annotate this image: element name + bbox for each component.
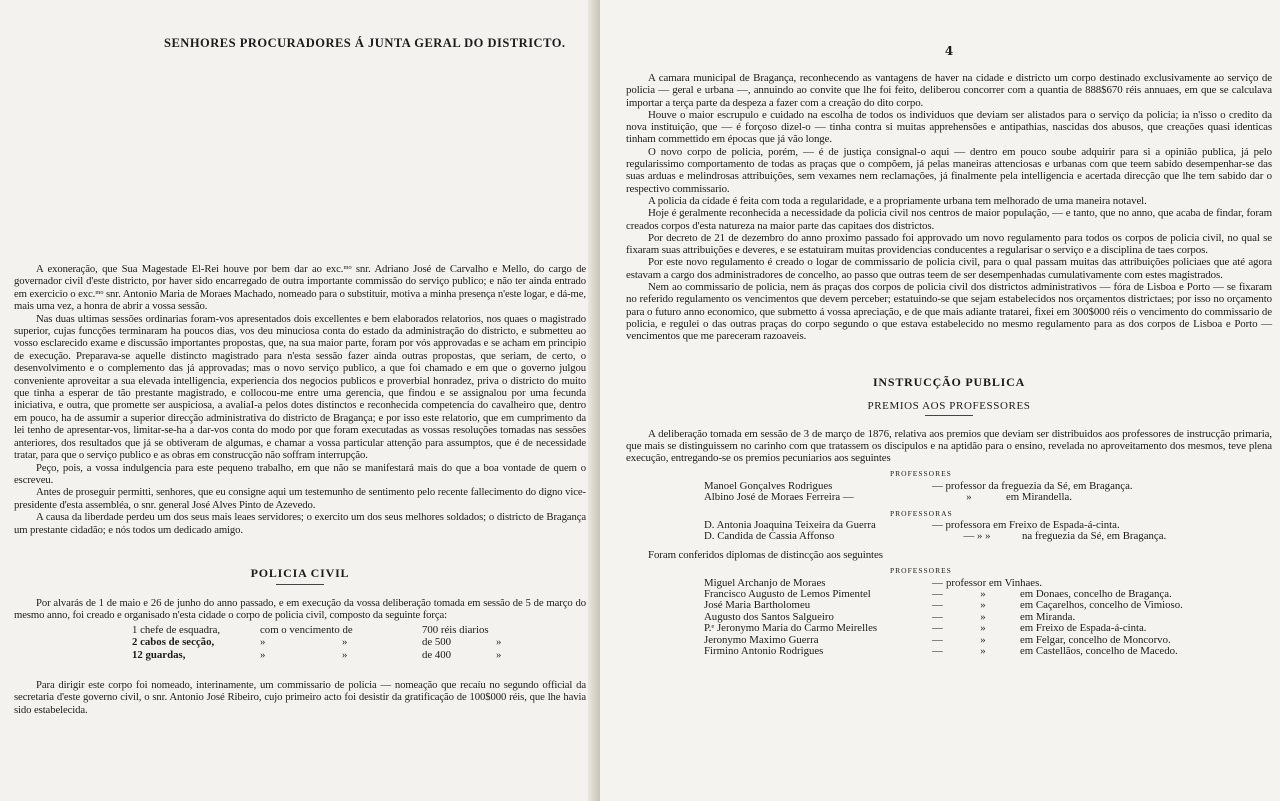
force-amount: 700 réis diarios	[422, 623, 489, 636]
force-row	[132, 624, 586, 636]
teacher-dash: —	[932, 576, 943, 589]
list-item	[704, 531, 1272, 542]
list-item	[704, 646, 1272, 657]
final-paragraph: Para dirigir este corpo foi nomeado, interinamente, um commissario de policia — nomeação que recaíu no segundo official da secretaria d'este governo civil, o snr. Antonio José Ribeiro, cujo primeiro acto foi desistir da gratificação de 100$000 réis, que lhe havia sido estabelecida.	[14, 678, 586, 716]
teacher-name: Augusto dos Santos Salgueiro	[704, 610, 834, 623]
teacher-dash: —	[932, 610, 943, 623]
intro-paragraph-2: Nas duas ultimas sessões ordinarias foram-vos apresentados dois excellentes e bem elaborados relatorios, nos quaes o magistrado superior, cujas funcções terminaram ha poucos dias, vos deu minuciosa conta do estado da administração do districto, e submetteu ao vosso esclarecido exame e discussão importantes propostas, que, na sua maior parte, foram por vós approvadas e se acham em principio de execução. Preparava-se aquelle distincto magistrado para n'esta sessão fazer ainda outras propostas, que seriam, de certo, o desenvolvimento e o complemento das já approvadas; mas o novo serviço publico, a que foi chamado e em que o governo julgou conveniente aproveitar a sua elevada intelligencia, experiencia dos negocios publicos e proverbial honradez, priva o districto do muito que tinha a esperar de tão prestante magistrado, e collocou-me entre uma gerencia, que findou e se assignalou por uma fecunda iniciativa, e outra, que promette ser auspiciosa, a avaliaI-a pelos dotes distinctos e reconhecida competencia do cavalheiro que, dentro em pouco, ha de assumir a superior direcção administrativa do districto de Bragança; e por isso este relatorio, que em cumprimento da lei tenho de apresentar-vos, limitar-se-ha a dar-vos conta do modo por que foram executadas as vossas resoluções tomadas nas sessões anteriores, dos resultados que já se obtiveram de algumas, e chamar a vossa particular attenção para assumptos, que é de necessidade tratar, para que o serviço publico e as obras em construcção não soffram interrupção.	[14, 312, 586, 462]
teacher-place: em Miranda.	[1020, 610, 1076, 623]
teacher-dash: —	[932, 622, 943, 635]
teacher-place: na freguezia da Sé, em Bragança.	[1022, 530, 1167, 543]
teacher-role: »	[980, 622, 986, 635]
force-row	[132, 649, 586, 661]
teacher-name: Jeronymo Maximo Guerra	[704, 633, 819, 646]
force-qty: 1 chefe de esquadra,	[132, 623, 221, 636]
teacher-place: em Caçarelhos, concelho de Vimioso.	[1020, 599, 1183, 612]
section-title-instruccao: INSTRUCÇÃO PUBLICA	[872, 374, 1026, 389]
force-ditto: »	[342, 648, 348, 661]
teacher-name: D. Antonia Joaquina Teixeira da Guerra	[704, 519, 876, 532]
body-paragraph: Hoje é geralmente reconhecida a necessidade da policia civil nos centros de maior população, — e tanto, que no anno, que acaba de findar, foram creados corpos d'esta natureza na maior parte das capitaes dos districtos.	[626, 207, 1272, 232]
spacer	[14, 669, 586, 679]
teacher-name: P.ᵉ Jeronymo Maria do Carmo Meirelles	[704, 622, 878, 635]
teacher-place: em Freixo de Espada-á-cinta.	[1020, 622, 1147, 635]
category-label: PROFESSORES	[890, 566, 952, 576]
force-qty: 12 guardas,	[132, 648, 186, 661]
list-item	[704, 492, 1272, 503]
force-amount: de 400	[422, 648, 452, 661]
sub-title-premios: PREMIOS AOS PROFESSORES	[867, 399, 1031, 412]
teacher-dash: —	[932, 633, 943, 646]
teacher-role: — professor da freguezia da Sé, em Bragança.	[932, 479, 1133, 492]
body-paragraph: Nem ao commissario de policia, nem ás praças dos corpos de policia civil dos districtos administrativos — fóra de Lisboa e Porto — se fixaram no referido regulamento os vencimentos que devem perceber; estatuindo-se que sejam estabelecidos nos orçamentos districtaes; por isso no orçamento para o futuro anno economico, que submetto á vossa apreciação, e de que mais adiante tratarei, fixei em 300$000 réis o vencimento do commissario de policia, e regulei o das outras praças do corpo segundo o que estava estabelecido no mesmo regulamento para as dos corpos de Lisboa e Porto — vencimentos que me pareceram razoaveis.	[626, 281, 1272, 343]
force-qty: 2 cabos de secção,	[132, 636, 215, 649]
category-label: PROFESSORAS	[890, 508, 953, 518]
teacher-role: »	[966, 491, 972, 504]
body-paragraph: Por decreto de 21 de dezembro do anno proximo passado foi approvado um novo regulamento para todos os corpos de policia civil, no qual se fixaram suas attribuições e deveres, e se estatuiram muitas providencias conducentes a regularisar o serviço e a disciplina de taes corpos.	[626, 231, 1272, 257]
premiados-list	[704, 468, 1272, 542]
teacher-name: Manoel Gonçalves Rodrigues	[704, 479, 833, 492]
teacher-name: Miguel Archanjo de Moraes	[704, 576, 826, 589]
teacher-role: »	[980, 645, 986, 657]
section-title-policia: POLICIA CIVIL	[250, 565, 350, 580]
force-ditto: »	[496, 648, 502, 661]
spacer	[14, 585, 586, 597]
teacher-role: »	[980, 587, 986, 600]
page-number: 4	[944, 44, 954, 58]
teacher-name: Firmino Antonio Rodrigues	[704, 645, 824, 657]
intro-paragraph-1: A exoneração, que Sua Magestade El-Rei houve por bem dar ao exc.ᵐᵒ snr. Adriano José de Carvalho e Mello, do cargo de governador civil d'este districto, por haver sido encarregado de outra importante commissão do serviço publico; e não ter ainda entrado em exercicio o exc.ᵐᵒ snr. Antonio Maria de Moraes Machado, nomeado para o substituir, motiva a minha presença n'este logar, e dá-me, mais uma vez, a honra de abrir a vossa sessão.	[14, 263, 586, 313]
spacer	[14, 536, 586, 566]
list-item	[704, 623, 1272, 634]
body-paragraph: Houve o maior escrupulo e cuidado na escolha de todos os individuos que deviam ser alistados para o serviço da policia; ia n'isso o credito da nova instituição, que — é forçoso dizel-o — tinha contra si muitas apprehensões e antipathias, nascidas dos abusos, que creações quasi identicas tinham commettido em épocas que já vão longe.	[626, 108, 1272, 146]
force-ditto: »	[260, 648, 266, 661]
intro-paragraph-3: Peço, pois, a vossa indulgencia para este pequeno trabalho, em que não se manifestará mais do que a boa vontade de quem o escreveu.	[14, 461, 586, 486]
body-paragraph: A policia da cidade é feita com toda a regularidade, e a propriamente urbana tem melhorado de uma maneira notavel.	[648, 194, 1147, 207]
teacher-place: em Castellãos, concelho de Macedo.	[1020, 645, 1178, 657]
left-page	[0, 0, 600, 801]
policia-paragraph: Por alvarás de 1 de maio e 26 de junho do anno passado, e em execução da vossa deliberação tomada em sessão de 5 de março do mesmo anno, foi creado e organisado n'esta cidade o corpo de policia civil, composto da seguinte força:	[14, 596, 586, 622]
teacher-role: »	[980, 633, 986, 646]
force-ditto: »	[342, 636, 348, 649]
teacher-role: »	[980, 610, 986, 623]
teacher-name: José Maria Bartholomeu	[704, 599, 811, 612]
category-label: PROFESSORES	[890, 469, 952, 479]
teacher-role: — » »	[963, 530, 991, 543]
teacher-name: D. Candida de Cassia Affonso	[704, 530, 835, 543]
spacer	[626, 416, 1272, 428]
teacher-place: em Felgar, concelho de Moncorvo.	[1020, 633, 1171, 646]
body-paragraph: Por este novo regulamento é creado o logar de commissario de policia civil, para o qual passam muitas das attribuições policiaes que até agora estavam a cargo dos administradores de concelho, ao passo que outras teem de ser desempenhadas cumulativamente com estes magistrados.	[626, 256, 1272, 281]
diplomas-intro: Foram conferidos diplomas de distincção aos seguintes	[648, 548, 883, 561]
blank-space	[14, 51, 586, 263]
force-desc: com o vencimento de	[260, 623, 353, 636]
body-paragraph: A camara municipal de Bragança, reconhecendo as vantagens de haver na cidade e districto um corpo destinado exclusivamente ao serviço de policia — geral e urbana —, annuindo ao convite que lhe foi feito, deliberou concorrer com a quantia de 888$670 réis annuaes, em que se calculava importar a terça parte da despeza a fazer com a creação do dito corpo.	[626, 72, 1272, 109]
teacher-role: professor em Vinhaes.	[946, 576, 1043, 589]
teacher-place: em Donaes, concelho de Bragança.	[1020, 587, 1172, 600]
teacher-name: Francisco Augusto de Lemos Pimentel	[704, 587, 871, 600]
force-table	[132, 624, 586, 661]
force-amount: de 500	[422, 636, 452, 649]
force-ditto: »	[496, 636, 502, 649]
right-page	[600, 0, 1280, 801]
teacher-dash: —	[932, 587, 943, 600]
intro-paragraph-4: Antes de proseguir permitti, senhores, que eu consigne aqui um testemunho de sentimento pelo recente fallecimento do digno vice-presidente d'esta assembléa, o snr. general José Alves Pinto de Azevedo.	[14, 486, 586, 511]
intro-paragraph-5: A causa da liberdade perdeu um dos seus mais leaes servidores; o exercito um dos seus melhores soldados; o districto de Bragança um prestante cidadão; e nós todos um dedicado amigo.	[14, 511, 586, 536]
premios-paragraph: A deliberação tomada em sessão de 3 de março de 1876, relativa aos premios que deviam ser distribuidos aos professores de instrucção primaria, que mais se distinguissem no carinho com que tratassem os discipulos e na aptidão para o ensino, revelada no aproveitamento dos mesmos, teve plena execução, entregando-se os premios pecuniarios aos seguintes	[626, 427, 1272, 465]
body-paragraph: O novo corpo de policia, porém, — é de justiça consignal-o aqui — dentro em pouco soube adquirir para si a opinião publica, já pelo regularissimo comportamento de todas as praças que o compõem, já pelas maneiras attenciosas e urbanas com que teem sabido desempenhar-se das suas arduas e melindrosas attribuições, sem vexames nem reclamações, já finalmente pela intelligencia e acertada direcção que lhe tem sabido dar o respectivo commissario.	[626, 145, 1272, 195]
teacher-dash: —	[932, 599, 943, 612]
force-ditto: »	[260, 636, 266, 649]
teacher-dash: —	[932, 645, 943, 657]
teacher-role: — professora em Freixo de Espada-á-cinta.	[932, 519, 1120, 532]
force-row	[132, 636, 586, 648]
teacher-name: Albino José de Moraes Ferreira —	[704, 491, 854, 504]
diplomas-list	[704, 565, 1272, 657]
spacer	[626, 390, 1272, 400]
teacher-role: »	[980, 599, 986, 612]
page-title: SENHORES PROCURADORES Á JUNTA GERAL DO DISTRICTO.	[164, 36, 566, 50]
teacher-place: em Mirandella.	[1006, 491, 1072, 504]
spacer	[626, 343, 1272, 375]
